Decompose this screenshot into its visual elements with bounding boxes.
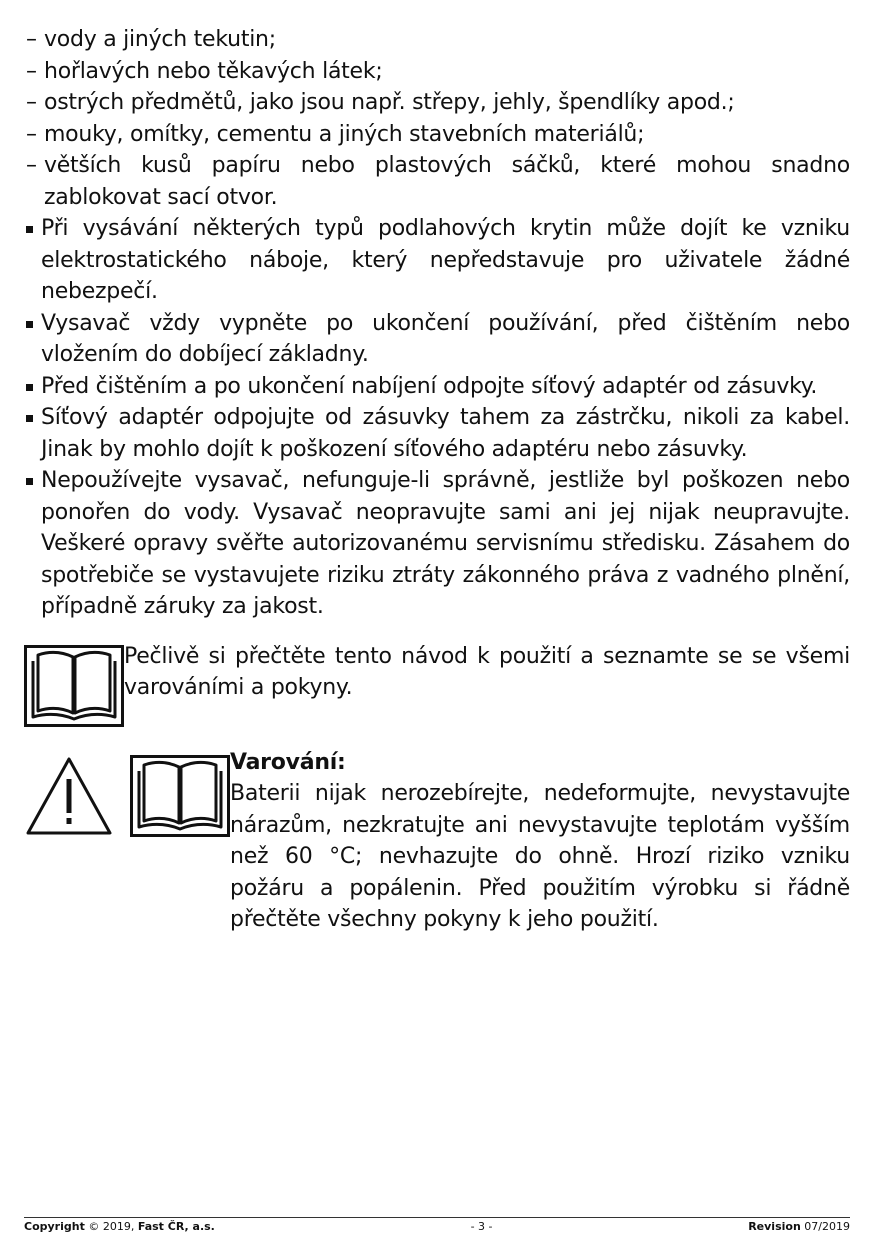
bullet-list-item xyxy=(24,213,850,308)
read-manual-text: Pečlivě si přečtěte tento návod k použití a seznamte se se všemi varováními a pokyny. xyxy=(124,643,850,700)
revision-value: 07/2019 xyxy=(804,1220,850,1233)
bullet-list-item xyxy=(24,402,850,465)
dash-list-item xyxy=(24,56,850,88)
dash-marker: – xyxy=(26,90,37,115)
bullet-text: Při vysávání některých typů podlahových krytin může dojít ke vzniku elektrostatického náboje, který nepředstavuje pro uživatele žádné nebezpečí. xyxy=(41,216,850,304)
dash-list-item xyxy=(24,119,850,151)
dash-list-text: větších kusů papíru nebo plastových sáčků, které mohou snadno zablokovat sací otvor. xyxy=(44,153,850,210)
warning-title: Varování: xyxy=(230,749,346,775)
copyright-label: Copyright xyxy=(24,1220,85,1233)
dash-list-item xyxy=(24,87,850,119)
bullet-text: Nepoužívejte vysavač, nefunguje-li správně, jestliže byl poškozen nebo ponořen do vody. Vysavač neopravujte sami ani jej nijak neupravujte. Veškeré opravy svěřte autorizovanému servisnímu středisku. Zásahem do spotřebiče se vystavujete riziku ztráty zákonného práva z vadného plnění, případně záruky za jakost. xyxy=(41,468,850,619)
read-manual-notice xyxy=(24,641,850,727)
dash-list-text: ostrých předmětů, jako jsou např. střepy, jehly, špendlíky apod.; xyxy=(44,90,735,115)
dash-marker: – xyxy=(26,58,37,84)
footer-divider xyxy=(24,1217,850,1218)
dash-list-item xyxy=(24,24,850,56)
dash-list-text: vody a jiných tekutin; xyxy=(44,27,276,52)
page-footer xyxy=(24,1220,850,1233)
copyright-year: © 2019, xyxy=(88,1220,135,1233)
company-name: Fast ČR, a.s. xyxy=(137,1220,215,1233)
warning-content xyxy=(230,747,850,936)
page-number: - 3 - xyxy=(470,1220,493,1233)
dash-marker: – xyxy=(26,153,37,178)
square-bullet-icon xyxy=(24,213,41,244)
square-bullet-icon xyxy=(24,308,41,339)
warning-triangle-icon xyxy=(24,755,114,837)
dash-list-text: hořlavých nebo těkavých látek; xyxy=(44,58,383,84)
bullet-list-item xyxy=(24,371,850,403)
square-bullet-icon xyxy=(24,402,41,433)
dash-list-text: mouky, omítky, cementu a jiných stavebních materiálů; xyxy=(44,121,645,147)
revision xyxy=(748,1220,850,1233)
bullet-list-item xyxy=(24,308,850,371)
document-body xyxy=(24,24,850,936)
square-bullet-icon xyxy=(24,465,41,496)
open-book-icon xyxy=(24,645,124,727)
bullet-list-item xyxy=(24,465,850,623)
warning-icons xyxy=(24,755,230,837)
battery-warning xyxy=(24,747,850,936)
bullet-text: Před čištěním a po ukončení nabíjení odpojte síťový adaptér od zásuvky. xyxy=(41,373,818,399)
bullet-text: Vysavač vždy vypněte po ukončení používání, před čištěním nebo vložením do dobíjecí základny. xyxy=(41,310,850,367)
revision-label: Revision xyxy=(748,1220,801,1233)
dash-list-item xyxy=(24,150,850,213)
square-bullet-icon xyxy=(24,371,41,402)
copyright xyxy=(24,1220,215,1233)
open-book-icon xyxy=(130,755,230,837)
bullet-text: Síťový adaptér odpojujte od zásuvky tahem za zástrčku, nikoli za kabel. Jinak by mohlo dojít k poškození síťového adaptéru nebo zásuvky. xyxy=(41,405,850,462)
warning-text: Baterii nijak nerozebírejte, nedeformujte, nevystavujte nárazům, nezkratujte ani nevystavujte teplotám vyšším než 60 °C; nevhazujte do ohně. Hrozí riziko vzniku požáru a popálenin. Před použitím výrobku si řádně přečtěte všechny pokyny k jeho použití. xyxy=(230,781,850,932)
dash-marker: – xyxy=(26,121,37,147)
dash-marker: – xyxy=(26,27,37,52)
